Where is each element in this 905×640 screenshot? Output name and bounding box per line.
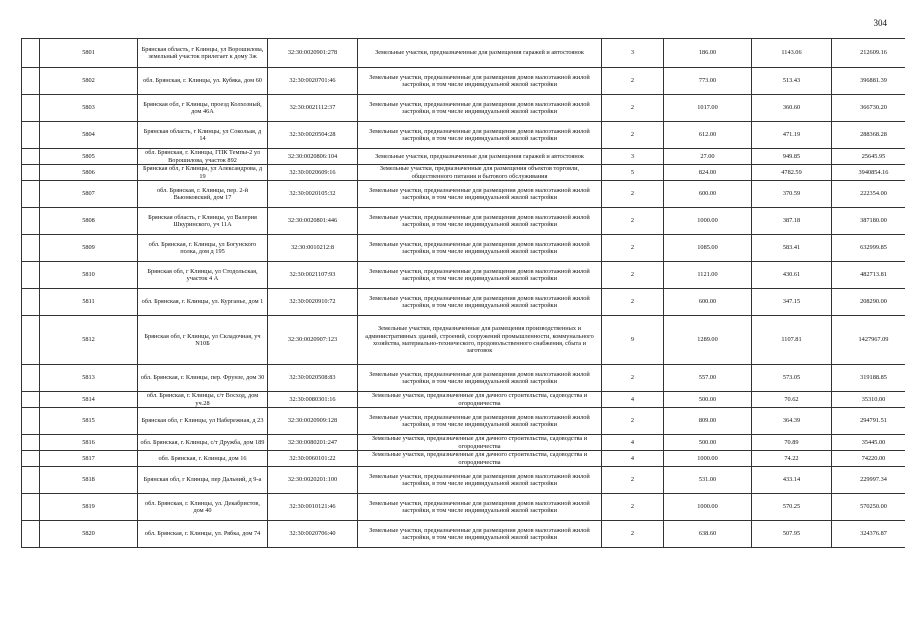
cadastral-number-cell: 32:30:0020910:72 xyxy=(268,289,358,316)
table-row xyxy=(22,208,905,235)
blank-cell xyxy=(22,95,40,122)
specific-value-cell: 364.39 xyxy=(752,408,832,435)
area-cell: 557.00 xyxy=(664,365,752,392)
cadastral-value-cell: 319188.85 xyxy=(832,365,905,392)
area-cell: 638.60 xyxy=(664,521,752,548)
land-use-cell: Земельные участки, предназначенные для размещения домов малоэтажной жилой застройки, в том числе индивидуальной жилой застройки xyxy=(358,521,602,548)
area-cell: 612.00 xyxy=(664,122,752,149)
cadastral-number-cell: 32:30:0010121:46 xyxy=(268,494,358,521)
cadastral-value-cell: 74220.00 xyxy=(832,451,905,467)
group-cell: 4 xyxy=(602,451,664,467)
address-cell: обл. Брянская, г. Клинцы, пер. 2-й Вьюнковский, дом 17 xyxy=(138,181,268,208)
area-cell: 1085.00 xyxy=(664,235,752,262)
row-number: 5807 xyxy=(40,181,138,208)
row-number: 5814 xyxy=(40,392,138,408)
blank-cell xyxy=(22,494,40,521)
table-row xyxy=(22,165,905,181)
blank-cell xyxy=(22,39,40,68)
table-row xyxy=(22,521,905,548)
cadastral-number-cell: 32:30:0020706:40 xyxy=(268,521,358,548)
cadastral-number-cell: 32:30:0020901:278 xyxy=(268,39,358,68)
group-cell: 2 xyxy=(602,181,664,208)
group-cell: 3 xyxy=(602,149,664,165)
cadastral-value-cell: 632999.85 xyxy=(832,235,905,262)
row-number: 5820 xyxy=(40,521,138,548)
blank-cell xyxy=(22,521,40,548)
address-cell: обл. Брянская, г. Клинцы, ГПК Темпы-2 ул Ворошилова, участок 892 xyxy=(138,149,268,165)
specific-value-cell: 949.85 xyxy=(752,149,832,165)
cadastral-value-cell: 1427967.09 xyxy=(832,316,905,365)
specific-value-cell: 507.95 xyxy=(752,521,832,548)
table-row xyxy=(22,365,905,392)
group-cell: 2 xyxy=(602,289,664,316)
land-use-cell: Земельные участки, предназначенные для дачного строительства, садоводства и огородничества xyxy=(358,435,602,451)
row-number: 5806 xyxy=(40,165,138,181)
group-cell: 9 xyxy=(602,316,664,365)
land-use-cell: Земельные участки, предназначенные для размещения домов малоэтажной жилой застройки, в том числе индивидуальной жилой застройки xyxy=(358,208,602,235)
area-cell: 500.00 xyxy=(664,392,752,408)
area-cell: 1000.00 xyxy=(664,494,752,521)
land-use-cell: Земельные участки, предназначенные для размещения объектов торговли, общественного питания и бытового обслуживания xyxy=(358,165,602,181)
address-cell: Брянская область, г Клинцы, ул Ворошилова, земельный участок прилегает к дому 3ж xyxy=(138,39,268,68)
cadastral-value-cell: 396881.39 xyxy=(832,68,905,95)
cadastral-number-cell: 32:30:0010212:8 xyxy=(268,235,358,262)
cadastral-number-cell: 32:30:0020609:16 xyxy=(268,165,358,181)
specific-value-cell: 70.62 xyxy=(752,392,832,408)
cadastral-value-cell: 212609.16 xyxy=(832,39,905,68)
address-cell: Брянская обл, г Клинцы, пер Дальний, д 9-а xyxy=(138,467,268,494)
area-cell: 809.00 xyxy=(664,408,752,435)
address-cell: Брянская обл, г Клинцы, ул Александрова, д 19 xyxy=(138,165,268,181)
table-row xyxy=(22,181,905,208)
specific-value-cell: 347.15 xyxy=(752,289,832,316)
cadastral-value-cell: 25645.95 xyxy=(832,149,905,165)
cadastral-number-cell: 32:30:0020909:128 xyxy=(268,408,358,435)
blank-cell xyxy=(22,235,40,262)
group-cell: 2 xyxy=(602,494,664,521)
cadastral-number-cell: 32:30:0020907:123 xyxy=(268,316,358,365)
row-number: 5815 xyxy=(40,408,138,435)
land-use-cell: Земельные участки, предназначенные для дачного строительства, садоводства и огородничества xyxy=(358,451,602,467)
cadastral-value-cell: 222354.00 xyxy=(832,181,905,208)
land-use-cell: Земельные участки, предназначенные для размещения домов малоэтажной жилой застройки, в том числе индивидуальной жилой застройки xyxy=(358,68,602,95)
group-cell: 2 xyxy=(602,95,664,122)
land-use-cell: Земельные участки, предназначенные для размещения гаражей и автостоянок xyxy=(358,39,602,68)
table-row xyxy=(22,68,905,95)
row-number: 5808 xyxy=(40,208,138,235)
blank-cell xyxy=(22,435,40,451)
specific-value-cell: 360.60 xyxy=(752,95,832,122)
cadastral-value-cell: 324376.87 xyxy=(832,521,905,548)
address-cell: обл. Брянская, г. Клинцы, ул. Курганье, дом 1 xyxy=(138,289,268,316)
area-cell: 600.00 xyxy=(664,289,752,316)
row-number: 5801 xyxy=(40,39,138,68)
cadastral-value-cell: 570250.00 xyxy=(832,494,905,521)
address-cell: обл. Брянская, г. Клинцы, ул. Рябка, дом 74 xyxy=(138,521,268,548)
land-use-cell: Земельные участки, предназначенные для размещения домов малоэтажной жилой застройки, в том числе индивидуальной жилой застройки xyxy=(358,262,602,289)
specific-value-cell: 583.41 xyxy=(752,235,832,262)
cadastral-value-cell: 366730.20 xyxy=(832,95,905,122)
address-cell: обл. Брянская, г. Клинцы, с/т Восход, дом уч.28 xyxy=(138,392,268,408)
address-cell: обл. Брянская, г. Клинцы, пер. Фрунзе, дом 30 xyxy=(138,365,268,392)
blank-cell xyxy=(22,365,40,392)
land-use-cell: Земельные участки, предназначенные для размещения производственных и административных зданий, строений, сооружений промышленности, коммунального хозяйства, материально-технического, продовольственного снабжения, сбыта и заготовок xyxy=(358,316,602,365)
area-cell: 531.00 xyxy=(664,467,752,494)
area-cell: 1017.00 xyxy=(664,95,752,122)
group-cell: 2 xyxy=(602,408,664,435)
table-row xyxy=(22,316,905,365)
table-row xyxy=(22,435,905,451)
cadastral-number-cell: 32:30:0020504:28 xyxy=(268,122,358,149)
address-cell: обл. Брянская, г. Клинцы, ул. Декабристов, дом 40 xyxy=(138,494,268,521)
blank-cell xyxy=(22,149,40,165)
table-row xyxy=(22,235,905,262)
address-cell: Брянская обл, г Клинцы, ул Складочная, уч N10Б xyxy=(138,316,268,365)
land-use-cell: Земельные участки, предназначенные для размещения домов малоэтажной жилой застройки, в том числе индивидуальной жилой застройки xyxy=(358,467,602,494)
specific-value-cell: 70.89 xyxy=(752,435,832,451)
blank-cell xyxy=(22,208,40,235)
group-cell: 2 xyxy=(602,122,664,149)
address-cell: обл. Брянская, г. Клинцы, с/т Дружба, дом 189 xyxy=(138,435,268,451)
table-row xyxy=(22,289,905,316)
group-cell: 2 xyxy=(602,208,664,235)
page-number: 304 xyxy=(873,18,887,28)
row-number: 5809 xyxy=(40,235,138,262)
table-row xyxy=(22,467,905,494)
blank-cell xyxy=(22,122,40,149)
land-use-cell: Земельные участки, предназначенные для размещения домов малоэтажной жилой застройки, в том числе индивидуальной жилой застройки xyxy=(358,365,602,392)
address-cell: обл. Брянская, г. Клинцы, ул Богунского полка, дом д 195 xyxy=(138,235,268,262)
blank-cell xyxy=(22,262,40,289)
group-cell: 2 xyxy=(602,235,664,262)
row-number: 5803 xyxy=(40,95,138,122)
area-cell: 600.00 xyxy=(664,181,752,208)
cadastral-value-cell: 387180.00 xyxy=(832,208,905,235)
area-cell: 1000.00 xyxy=(664,208,752,235)
area-cell: 27.00 xyxy=(664,149,752,165)
blank-cell xyxy=(22,467,40,494)
area-cell: 186.00 xyxy=(664,39,752,68)
specific-value-cell: 74.22 xyxy=(752,451,832,467)
group-cell: 4 xyxy=(602,435,664,451)
row-number: 5813 xyxy=(40,365,138,392)
blank-cell xyxy=(22,68,40,95)
cadastral-value-cell: 288368.28 xyxy=(832,122,905,149)
specific-value-cell: 433.14 xyxy=(752,467,832,494)
address-cell: Брянская область, г Клинцы, ул Валерия Шкуринского, уч 11А xyxy=(138,208,268,235)
specific-value-cell: 1107.81 xyxy=(752,316,832,365)
group-cell: 4 xyxy=(602,392,664,408)
cadastral-number-cell: 32:30:0021112:37 xyxy=(268,95,358,122)
blank-cell xyxy=(22,165,40,181)
cadastral-number-cell: 32:30:0020701:46 xyxy=(268,68,358,95)
specific-value-cell: 4782.59 xyxy=(752,165,832,181)
row-number: 5812 xyxy=(40,316,138,365)
area-cell: 773.00 xyxy=(664,68,752,95)
table-row xyxy=(22,122,905,149)
address-cell: обл. Брянская, г. Клинцы, ул. Кубяка, дом 60 xyxy=(138,68,268,95)
blank-cell xyxy=(22,289,40,316)
row-number: 5811 xyxy=(40,289,138,316)
row-number: 5816 xyxy=(40,435,138,451)
row-number: 5804 xyxy=(40,122,138,149)
area-cell: 824.00 xyxy=(664,165,752,181)
land-use-cell: Земельные участки, предназначенные для размещения домов малоэтажной жилой застройки, в том числе индивидуальной жилой застройки xyxy=(358,122,602,149)
cadastral-value-cell: 35445.00 xyxy=(832,435,905,451)
address-cell: Брянская обл, г Клинцы, ул Набережная, д 23 xyxy=(138,408,268,435)
row-number: 5819 xyxy=(40,494,138,521)
group-cell: 2 xyxy=(602,262,664,289)
row-number: 5805 xyxy=(40,149,138,165)
land-use-cell: Земельные участки, предназначенные для размещения домов малоэтажной жилой застройки, в том числе индивидуальной жилой застройки xyxy=(358,95,602,122)
cadastral-number-cell: 32:30:0080201:247 xyxy=(268,435,358,451)
group-cell: 3 xyxy=(602,39,664,68)
cadastral-number-cell: 32:30:0021107:93 xyxy=(268,262,358,289)
specific-value-cell: 570.25 xyxy=(752,494,832,521)
blank-cell xyxy=(22,408,40,435)
address-cell: обл. Брянская, г. Клинцы, дом 16 xyxy=(138,451,268,467)
land-use-cell: Земельные участки, предназначенные для дачного строительства, садоводства и огородничества xyxy=(358,392,602,408)
row-number: 5817 xyxy=(40,451,138,467)
cadastral-number-cell: 32:30:0020201:100 xyxy=(268,467,358,494)
row-number: 5810 xyxy=(40,262,138,289)
cadastral-value-cell: 229997.34 xyxy=(832,467,905,494)
cadastral-number-cell: 32:30:0020801:446 xyxy=(268,208,358,235)
address-cell: Брянская обл, г Клинцы, проезд Колхозный, дом 46А xyxy=(138,95,268,122)
table-body xyxy=(22,39,905,548)
group-cell: 2 xyxy=(602,521,664,548)
area-cell: 1289.00 xyxy=(664,316,752,365)
blank-cell xyxy=(22,181,40,208)
group-cell: 2 xyxy=(602,365,664,392)
group-cell: 2 xyxy=(602,467,664,494)
specific-value-cell: 573.05 xyxy=(752,365,832,392)
specific-value-cell: 430.61 xyxy=(752,262,832,289)
table-row xyxy=(22,149,905,165)
specific-value-cell: 1143.06 xyxy=(752,39,832,68)
cadastral-value-table xyxy=(21,38,905,548)
blank-cell xyxy=(22,316,40,365)
specific-value-cell: 513.43 xyxy=(752,68,832,95)
row-number: 5802 xyxy=(40,68,138,95)
cadastral-number-cell: 32:30:0060101:22 xyxy=(268,451,358,467)
table-row xyxy=(22,39,905,68)
cadastral-number-cell: 32:30:0080301:16 xyxy=(268,392,358,408)
specific-value-cell: 387.18 xyxy=(752,208,832,235)
cadastral-value-cell: 294791.51 xyxy=(832,408,905,435)
table-row xyxy=(22,494,905,521)
table-row xyxy=(22,451,905,467)
address-cell: Брянская обл, г Клинцы, ул Стодольская, участок 4 А xyxy=(138,262,268,289)
group-cell: 5 xyxy=(602,165,664,181)
address-cell: Брянская область, г Клинцы, ул Сокольая, д 14 xyxy=(138,122,268,149)
specific-value-cell: 370.59 xyxy=(752,181,832,208)
cadastral-number-cell: 32:30:0020105:32 xyxy=(268,181,358,208)
blank-cell xyxy=(22,392,40,408)
table-row xyxy=(22,408,905,435)
land-use-cell: Земельные участки, предназначенные для размещения домов малоэтажной жилой застройки, в том числе индивидуальной жилой застройки xyxy=(358,235,602,262)
land-use-cell: Земельные участки, предназначенные для размещения домов малоэтажной жилой застройки, в том числе индивидуальной жилой застройки xyxy=(358,289,602,316)
cadastral-value-cell: 208290.00 xyxy=(832,289,905,316)
blank-cell xyxy=(22,451,40,467)
land-use-cell: Земельные участки, предназначенные для размещения домов малоэтажной жилой застройки, в том числе индивидуальной жилой застройки xyxy=(358,408,602,435)
cadastral-number-cell: 32:30:0020806:104 xyxy=(268,149,358,165)
cadastral-value-cell: 3940854.16 xyxy=(832,165,905,181)
area-cell: 1121.00 xyxy=(664,262,752,289)
area-cell: 1000.00 xyxy=(664,451,752,467)
group-cell: 2 xyxy=(602,68,664,95)
specific-value-cell: 471.19 xyxy=(752,122,832,149)
cadastral-value-cell: 482713.81 xyxy=(832,262,905,289)
land-use-cell: Земельные участки, предназначенные для размещения домов малоэтажной жилой застройки, в том числе индивидуальной жилой застройки xyxy=(358,181,602,208)
land-use-cell: Земельные участки, предназначенные для размещения домов малоэтажной жилой застройки, в том числе индивидуальной жилой застройки xyxy=(358,494,602,521)
area-cell: 500.00 xyxy=(664,435,752,451)
table-row xyxy=(22,95,905,122)
cadastral-number-cell: 32:30:0020508:83 xyxy=(268,365,358,392)
row-number: 5818 xyxy=(40,467,138,494)
land-use-cell: Земельные участки, предназначенные для размещения гаражей и автостоянок xyxy=(358,149,602,165)
table-row xyxy=(22,392,905,408)
table-row xyxy=(22,262,905,289)
cadastral-value-cell: 35310.00 xyxy=(832,392,905,408)
